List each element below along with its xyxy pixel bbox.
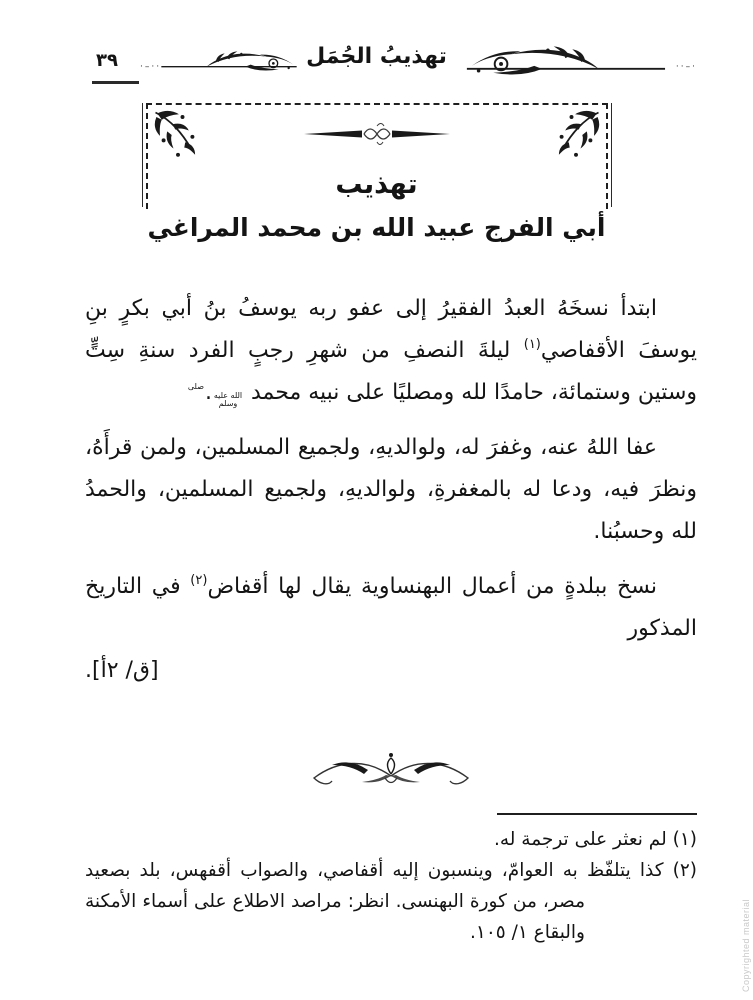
frame-divider	[148, 121, 606, 147]
floral-flourish-icon	[462, 46, 667, 78]
p1-period: .	[205, 380, 212, 405]
honorific-symbol: صلى الله عليه وسلم	[187, 382, 243, 408]
header-dots-left: ·–··	[140, 62, 162, 72]
running-title: تهذيبُ الجُمَل	[306, 44, 447, 69]
footnote-separator	[497, 813, 697, 815]
p3-text-b: في التاريخ المذكور	[85, 574, 697, 641]
folio-reference: [ق/ ٢أ].	[85, 658, 159, 683]
corner-ornament-icon	[549, 108, 603, 162]
p1-text-b: ليلةَ النصفِ من شهرِ رجبٍ الفرد سنةِ سِتٍّ وستين وستمائة، حامدًا لله ومصليًا على نبيه محمد	[85, 338, 697, 405]
footnote-marker-2: (٢)	[190, 573, 208, 588]
paragraph-3	[85, 566, 697, 650]
title-frame	[142, 103, 612, 207]
section-end-flourish	[85, 750, 697, 796]
footnote-marker-1: (١)	[523, 337, 541, 352]
floral-divider-icon	[306, 750, 476, 796]
copyright-watermark: Copyrighted material	[741, 898, 751, 992]
title-line-1: تهذيب	[335, 169, 418, 200]
corner-ornament-icon	[151, 108, 205, 162]
title-line-2-author: أبي الفرج عبيد الله بن محمد المراغي	[147, 213, 606, 242]
header-dots-right: ··–·	[675, 62, 697, 72]
footnote-1: (١) لم نعثر على ترجمة له.	[493, 829, 697, 850]
paragraph-1	[85, 288, 697, 414]
footnote-2: (٢) كذا يتلفّظ به العوامّ، وينسبون إليه أقفاصي، والصواب أقفهس، بلد بصعيد مصر، من كورة البهنسى. انظر: مراصد الاطلاع على أسماء الأمكنة والبقاع ١/ ١٠٥.	[85, 860, 697, 943]
page-number: ٣٩	[96, 50, 118, 71]
title-frame-inner	[146, 103, 608, 209]
tapered-divider-icon	[302, 121, 452, 147]
body-text	[85, 288, 697, 796]
footnotes-section	[85, 813, 697, 948]
page-header	[0, 0, 753, 95]
p1-text-a: ابتدأ نسخَهُ العبدُ الفقيرُ إلى عفو ربه يوسفُ بنُ أبي بكرٍ بنِ يوسفَ الأقفاصي	[85, 296, 697, 363]
page-number-underline	[92, 81, 139, 84]
p3-text-a: نسخ ببلدةٍ من أعمال البهنساوية يقال لها أقفاض	[207, 574, 657, 599]
paragraph-2: عفا اللهُ عنه، وغفرَ له، ولوالديهِ، ولجميع المسلمين، ولمن قرأَهُ، ونظرَ فيه، ودعا له بالمغفرةِ، ولوالديهِ، ولجميع المسلمين، والحمدُ لله وحسبُنا.	[85, 435, 697, 544]
